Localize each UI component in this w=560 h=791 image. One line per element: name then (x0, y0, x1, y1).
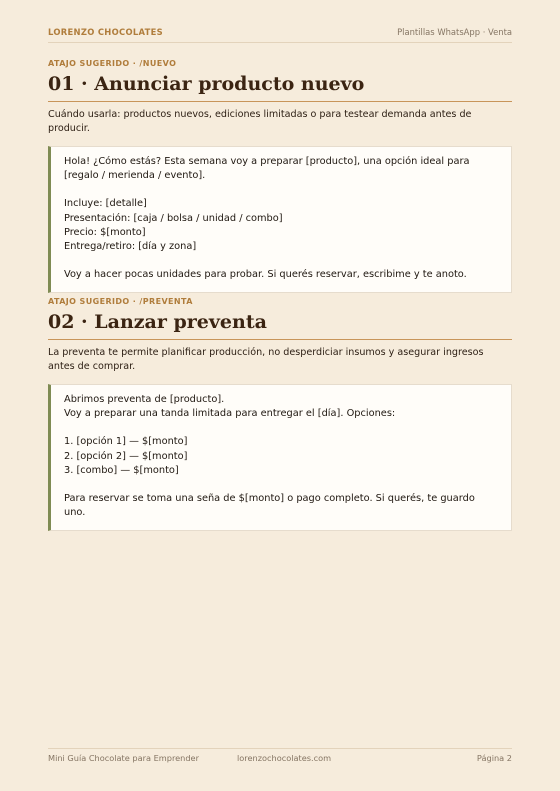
footer-website-link[interactable]: lorenzochocolates.com (237, 753, 332, 763)
section-title: 02 · Lanzar preventa (48, 311, 512, 340)
section-description: Cuándo usarla: productos nuevos, ediciones limitadas o para testear demanda antes de producir. (48, 109, 472, 134)
template-line: Hola! ¿Cómo estás? Esta semana voy a preparar [producto], una opción ideal para [regalo / merienda / evento]. (64, 156, 470, 182)
brand-name: LORENZO CHOCOLATES (48, 27, 164, 37)
shortcut-kicker: ATAJO SUGERIDO · /PREVENTA (48, 297, 193, 306)
section-title: 01 · Anunciar producto nuevo (48, 73, 512, 102)
template-line: 3. [combo] — $[monto] (64, 464, 179, 476)
template-line: 2. [opción 2] — $[monto] (64, 450, 188, 462)
template-line: Para reservar se toma una seña de $[monto] o pago completo. Si querés, te guardo uno. (64, 493, 475, 519)
page-footer (48, 748, 512, 767)
header-context: Plantillas WhatsApp · Venta (397, 27, 512, 37)
template-line: Abrimos preventa de [producto]. (64, 394, 225, 405)
template-line: Presentación: [caja / bolsa / unidad / combo] (64, 212, 283, 224)
template-line: Voy a hacer pocas unidades para probar. Si querés reservar, escribime y te anoto. (64, 269, 467, 281)
template-line: Precio: $[monto] (64, 226, 146, 238)
template-section-nuevo (48, 59, 512, 293)
page-number: Página 2 (476, 753, 512, 763)
template-line: 1. [opción 1] — $[monto] (64, 436, 188, 448)
message-template-card[interactable] (48, 146, 512, 293)
page-header (48, 27, 512, 43)
template-line: Entrega/retiro: [día y zona] (64, 241, 197, 253)
template-section-preventa (48, 297, 512, 531)
template-line: Incluye: [detalle] (64, 198, 147, 210)
section-description: La preventa te permite planificar producción, no desperdiciar insumos y asegurar ingresos antes de comprar. (48, 347, 484, 372)
shortcut-kicker: ATAJO SUGERIDO · /NUEVO (48, 59, 177, 68)
template-line: Voy a preparar una tanda limitada para entregar el [día]. Opciones: (64, 408, 396, 420)
message-template-card[interactable] (48, 384, 512, 531)
footer-guide-title: Mini Guía Chocolate para Emprender (48, 753, 199, 763)
